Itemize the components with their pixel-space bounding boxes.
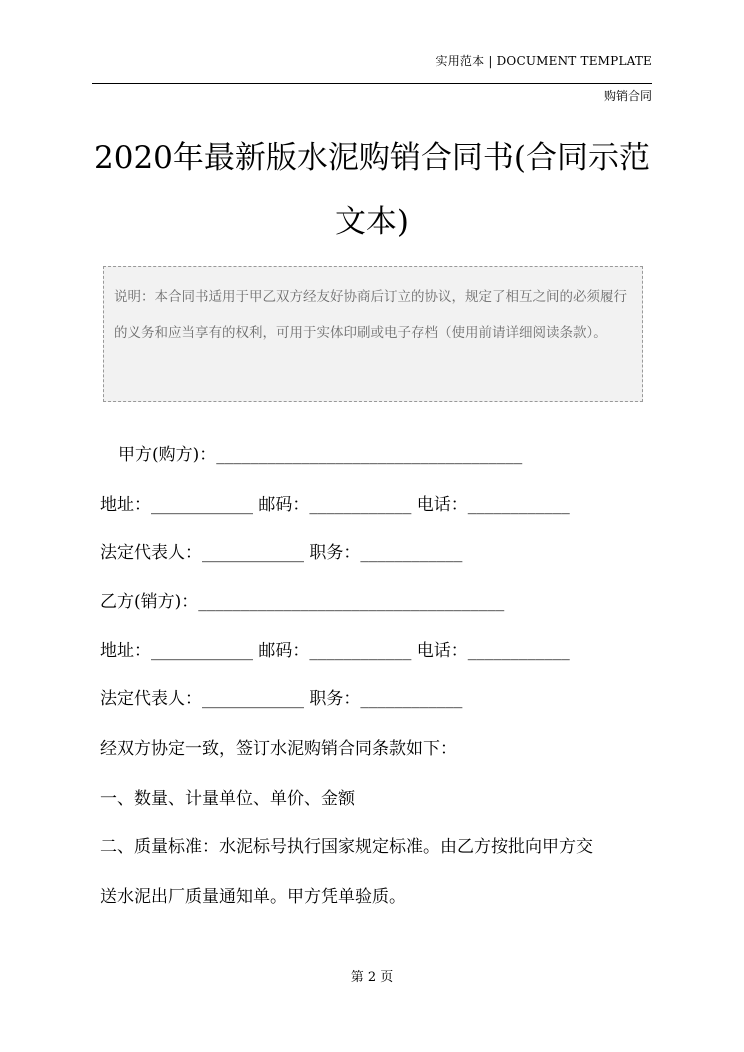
- header-doc-label: 实用范本 | DOCUMENT TEMPLATE: [435, 54, 652, 68]
- document-title: [92, 126, 652, 254]
- party-a-line: 甲方(购方)：____________________________________: [118, 445, 523, 465]
- party-a-representative-line: 法定代表人：____________ 职务：____________: [100, 543, 463, 563]
- header-category: 购销合同: [603, 89, 652, 103]
- clause-2-line-2: 送水泥出厂质量通知单。甲方凭单验质。: [100, 887, 406, 907]
- party-b-representative-line: 法定代表人：____________ 职务：____________: [100, 689, 463, 709]
- title-line-1: 2020年最新版水泥购销合同书(合同示范: [94, 140, 650, 176]
- header-divider: [92, 83, 652, 84]
- clause-2-line-1: 二、质量标准：水泥标号执行国家规定标准。由乙方按批向甲方交: [100, 837, 593, 857]
- clause-1: 一、数量、计量单位、单价、金额: [100, 789, 355, 809]
- title-line-2: 文本): [334, 204, 410, 240]
- party-b-line: 乙方(销方)：____________________________________: [100, 592, 505, 612]
- party-a-address-line: 地址：____________ 邮码：____________ 电话：____________: [100, 495, 570, 515]
- page-number: 第 2 页: [350, 970, 394, 985]
- party-b-address-line: 地址：____________ 邮码：____________ 电话：____________: [100, 641, 570, 661]
- notice-box: 说明：本合同书适用于甲乙双方经友好协商后订立的协议，规定了相互之间的必须履行的义务和应当享有的权利，可用于实体印刷或电子存档（使用前请详细阅读条款）。: [103, 266, 643, 402]
- agreement-intro: 经双方协定一致，签订水泥购销合同条款如下：: [100, 739, 457, 759]
